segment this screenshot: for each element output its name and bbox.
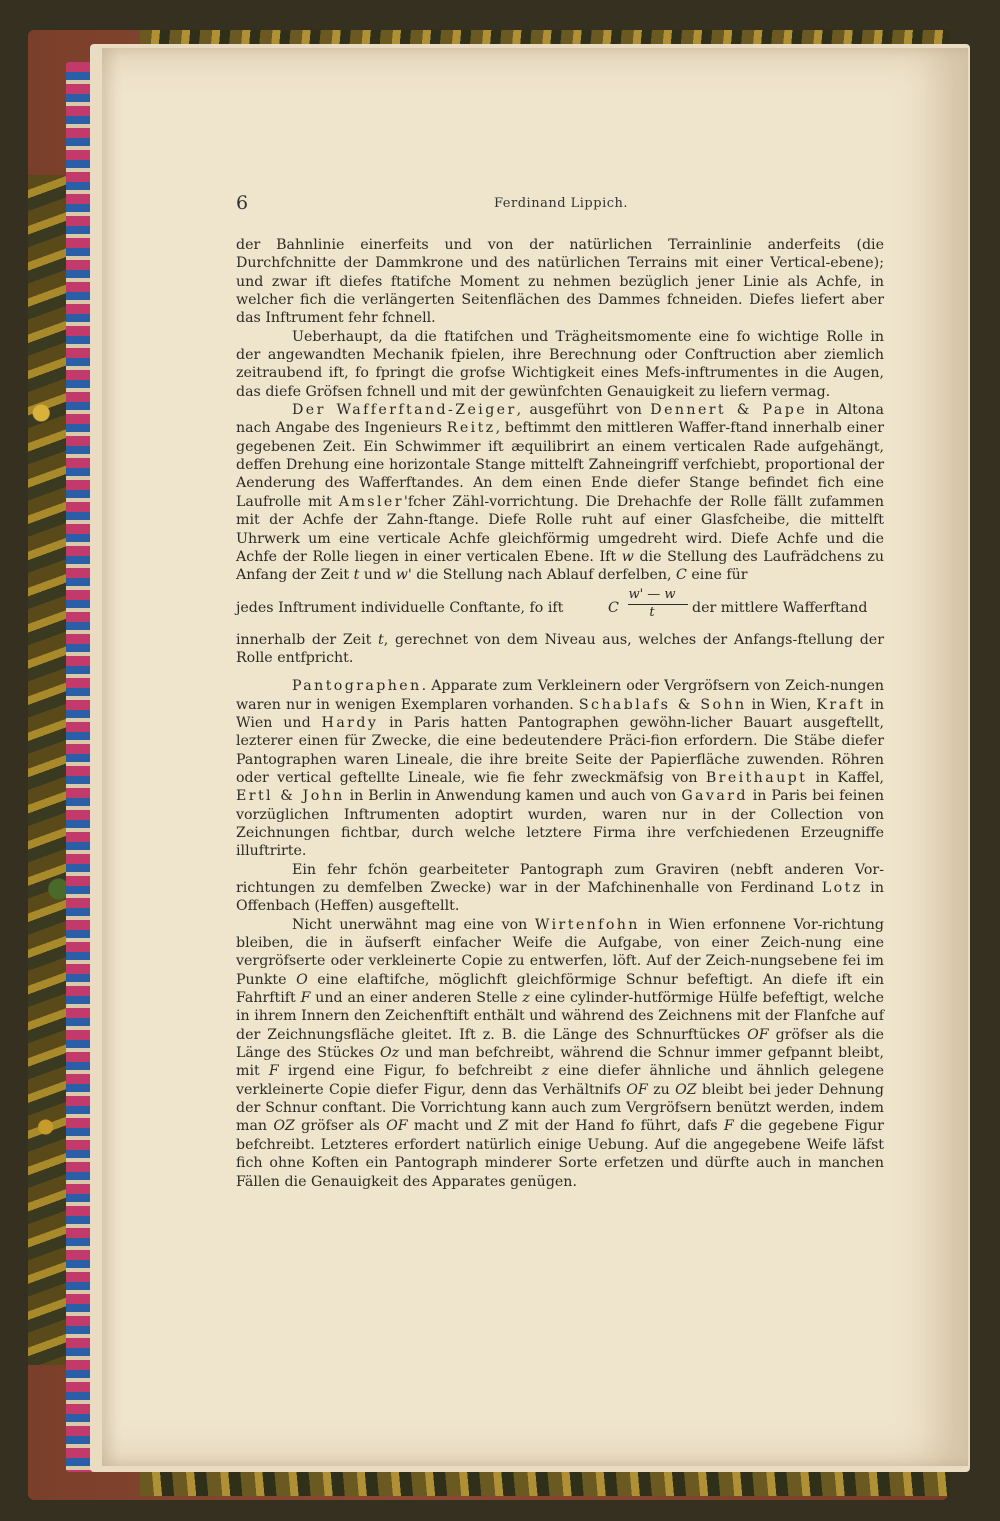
name: Hardy [321,714,379,731]
text-run: eine diefer ähnliche und ähnlich gelegene verkleinerte Copie diefer Figur, denn das Verhältnifs [236,1063,884,1098]
math-var: t [378,631,384,648]
page-header [236,192,896,216]
paragraph: der Bahnlinie einerfeits und von der natürlichen Terrainlinie anderfeits (die Durchfchnitte der Dammkrone und des natürlichen Terrains mit einer Vertical-ebene); und zwar ift diefes ftatifche Moment zu nehmen bezüglich jener Linie als Achfe, in welcher fich die verlängerten Seitenflächen des Dammes fchneiden. Diefes liefert aber das Inftrument fehr fchnell. [236,237,884,327]
name: Gavard [681,788,748,805]
text-run: zu [647,1081,676,1098]
name: Schablafs & Sohn [578,696,747,713]
text-run: eine cylinder-hutförmige Hülfe befeftigt, welche in ihrem Innern den Zeichenftift enthält und während des Zeichnens mit der Flanfche auf der Zeichnungsfläche gleitet. Ift z. B. die Länge des Schnurftückes [236,990,884,1043]
text-run: mit der Hand fo führt, dafs [508,1118,724,1135]
math-var: OZ [675,1081,697,1098]
text-run: eine für [686,567,748,584]
math-var: O [296,971,308,988]
name: Dennert & Pape [650,402,807,419]
text-run: und [359,567,396,584]
text-run: Nicht unerwähnt mag eine von [292,916,535,933]
text-run: in Wien und [236,696,884,731]
math-var: OZ [273,1118,295,1135]
paragraph [236,401,884,584]
text-run: in Kaffel, [807,769,884,786]
name: Reitz [446,420,496,437]
math-var: w' [395,567,412,584]
page-number: 6 [236,192,249,214]
formula-line [236,587,884,629]
paragraph: Ueberhaupt, da die ftatifchen und Trägheitsmomente eine fo wichtige Rolle in der angewandten Mechanik fpielen, ihre Berechnung oder Conftruction aber ziemlich zeitraubend ift, fo fpringt die grofse Wichtigkeit eines Mefs-inftrumentes in die Augen, das diefe Gröfsen fchnell und mit der gewünfchten Genauigkeit zu liefern vermag. [236,328,884,400]
name: Breithaupt [705,769,808,786]
text-run: eine elaftifche, möglichft gleichförmige Schnur befeftigt. An diefe ift ein Fahrftift [236,971,884,1007]
math-var: OF [747,1026,769,1043]
text-run: in Paris bei feinen vorzüglichen Inftrumenten adoptirt wurden, waren nur in der Collection von Zeichnungen fichtbar, durch welche letztere Firma ihre verfchiedenen Erzeugniffe illuftrirte. [236,788,884,860]
math-var: Oz [380,1045,400,1062]
fraction-denominator: t [649,604,655,620]
formula-text: jedes Inftrument individuelle Conftante, fo ift [236,599,564,616]
fraction-numerator: w' — w [628,586,676,602]
text-run: bleibt bei jeder Dehnung der Schnur conftant. Die Vorrichtung kann auch zum Vergröfsern benützt werden, indem man [236,1081,884,1135]
text-run: und man befchreibt, während die Schnur immer gefpannt bleibt, mit [236,1045,885,1080]
math-var: OF [626,1081,648,1098]
name: Lotz [821,880,863,896]
name: Wirtenfohn [534,916,640,933]
math-var: F [268,1063,279,1080]
running-head: Ferdinand Lippich. [494,196,629,211]
text-run: in Offenbach (Heffen) ausgeftellt. [236,880,884,915]
text-run: in Wien erfonnene Vor-richtung bleiben, die in äufserft einfacher Weife die Aufgabe, von einer Zeich-nung eine vergröfserte oder verkleinerte Copie zu entwerfen, löft. Auf der Zeich-nungsebene fei im Punkte [236,916,884,988]
paragraph [236,631,884,668]
name: Amsler [338,493,404,510]
text-run: , beftimmt den mittleren Waffer-ftand innerhalb einer gegebenen Zeit. Ein Schwimmer ift æquilibrirt an einem verticalen Rade aufgehängt, deffen Drehung eine horizontale Stange mittelft Zahneingriff verfchiebt, proportional der Aenderung des Wafferftandes. An dem einen Ende diefer Stange befindet fich eine Laufrolle mit [236,420,884,510]
paragraph [236,861,884,916]
math-var: t [353,567,360,584]
text-run: , ausgeführt von [516,402,651,419]
math-var: z [541,1063,550,1080]
text-run: die gegebene Figur befchreibt. Letzteres erfordert natürlich einige Uebung. Auf die angegebene Weife läfst fich ohne Koften ein Pantograph minderer Sorte erfetzen und dürfte auch in manchen Fällen die Genauigkeit des Apparates genügen. [236,1118,884,1190]
math-var: w [621,548,634,565]
text-run: in Paris hatten Pantographen gewöhn-licher Bauart ausgeftellt, lezterer einen für Zwecke, die eine bedeutendere Präci-fion erfordern. Die Stäbe diefer Pantographen waren Lineale, die ihre breite Seite der Papierfläche zuwenden. Röhren oder vertical geftellte Lineale, wie fie fehr zweckmäfsig von [236,714,885,786]
body-text [236,236,884,1191]
math-var: F [723,1118,734,1135]
math-var: F [300,990,311,1007]
name: Ertl & John [236,788,345,805]
math-var: Z [498,1118,509,1135]
paragraph [236,916,884,1191]
term: Pantographen [292,678,422,695]
text-run: , gerechnet von dem Niveau aus, welches der Anfangs-ftellung der Rolle entfpricht. [236,631,884,666]
text-run: in Berlin in Anwendung kamen und auch von [344,788,682,805]
term: Der Wafferftand-Zeiger [292,402,517,419]
paragraph [236,677,884,860]
text-run: . Apparate zum Verkleinern oder Vergröfsern von Zeich-nungen waren nur in wenigen Exemplaren vorhanden. [236,678,884,713]
math-var: C [676,567,687,584]
text-run: 'fcher Zähl-vorrichtung. Die Drehachfe der Rolle fällt zufammen mit der Achfe der Zahn-ftange. Diefe Rolle ruht auf einer Glasfcheibe, die mittelft Uhrwerk um eine verticale Achfe gleichförmig umgedreht wird. Diefe Achfe und die Achfe der Rolle liegen in einer verticalen Ebene. Ift [236,493,884,565]
math-var: OF [386,1118,408,1135]
text-run: innerhalb der Zeit [236,631,379,648]
text-run: gröfser als [294,1118,387,1135]
formula-text: der mittlere Wafferftand [692,599,868,616]
text-run: gröfser als die Länge des Stückes [236,1026,885,1062]
fraction [616,587,688,620]
text-run: in Altona nach Angabe des Ingenieurs [236,402,884,437]
name: Kraft [816,696,866,713]
text-run: macht und [407,1118,499,1135]
math-var: z [522,990,530,1007]
text-run: die Stellung des Laufrädchens zu Anfang der Zeit [236,548,884,584]
text-run: in Wien, [746,696,817,713]
text-run: Ein fehr fchön gearbeiteter Pantograph zum Graviren (nebft anderen Vor-richtungen zu demfelben Zwecke) war in der Mafchinenhalle von Ferdinand [236,861,884,896]
text-run: die Stellung nach Ablauf derfelben, [411,567,677,584]
marbled-edge-bottom [140,1470,950,1496]
math-var: C [608,599,619,616]
text-run: irgend eine Figur, fo befchreibt [278,1063,542,1080]
text-run: und an einer anderen Stelle [310,990,523,1007]
